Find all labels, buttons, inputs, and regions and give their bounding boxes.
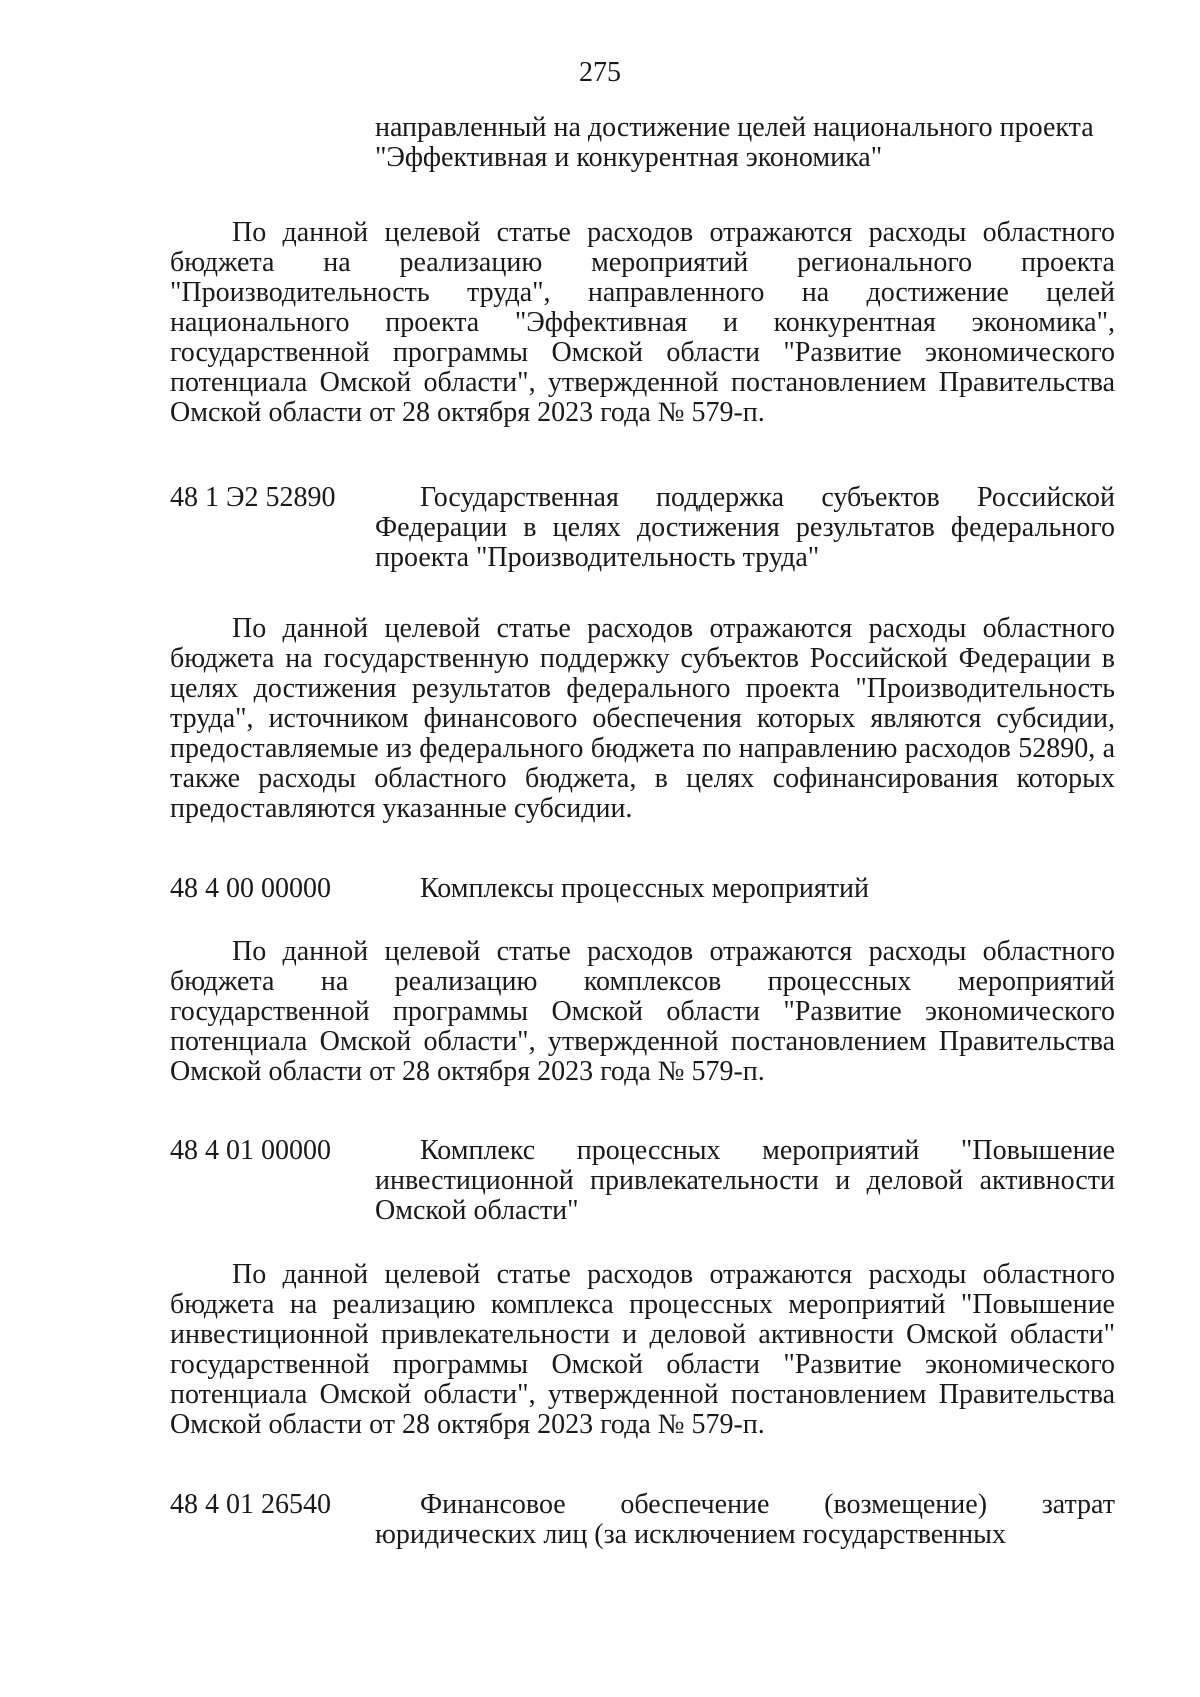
entry-code: 48 4 01 00000 (170, 1135, 331, 1166)
paragraph-1: По данной целевой статье расходов отражаются расходы областного бюджета на реализацию мероприятий регионального проекта "Производительность труда", направленного на достижение целей национального проекта "Эффективная и конкурентная экономика", государственной программы Омской области "Развитие экономического потенциала Омской области", утвержденной постановлением Правительства Омской области от 28 октября 2023 года № 579-п. (170, 217, 1115, 428)
continued-heading (375, 113, 1115, 173)
paragraph-3: По данной целевой статье расходов отражаются расходы областного бюджета на реализацию комплексов процессных мероприятий государственной программы Омской области "Развитие экономического потенциала Омской области", утвержденной постановлением Правительства Омской области от 28 октября 2023 года № 579-п. (170, 936, 1115, 1087)
heading-line-2: "Эффективная и конкурентная экономика" (375, 142, 883, 173)
entry-code: 48 4 01 26540 (170, 1489, 331, 1520)
entry-48-4-00-00000 (170, 874, 1115, 904)
paragraph-4: По данной целевой статье расходов отражаются расходы областного бюджета на реализацию комплекса процессных мероприятий "Повышение инвестиционной привлекательности и деловой активности Омской области" государственной программы Омской области "Развитие экономического потенциала Омской области", утвержденной постановлением Правительства Омской области от 28 октября 2023 года № 579-п. (170, 1259, 1115, 1440)
entry-title: Государственная поддержка субъектов Российской Федерации в целях достижения результатов федерального проекта "Производительность труда" (375, 482, 1115, 573)
entry-title: Финансовое обеспечение (возмещение) затрат юридических лиц (за исключением государственных (375, 1489, 1115, 1550)
entry-title: Комплексы процессных мероприятий (420, 873, 869, 904)
entry-code: 48 4 00 00000 (170, 873, 331, 904)
entry-48-4-01-26540 (170, 1490, 1115, 1550)
heading-line-1: направленный на достижение целей национального проекта (375, 112, 1094, 143)
entry-title: Комплекс процессных мероприятий "Повышение инвестиционной привлекательности и деловой активности Омской области" (375, 1135, 1115, 1226)
page-number: 275 (579, 57, 621, 88)
paragraph-2: По данной целевой статье расходов отражаются расходы областного бюджета на государственную поддержку субъектов Российской Федерации в целях достижения результатов федерального проекта "Производительность труда", источником финансового обеспечения которых являются субсидии, предоставляемые из федерального бюджета по направлению расходов 52890, а также расходы областного бюджета, в целях софинансирования которых предоставляются указанные субсидии. (170, 613, 1115, 824)
entry-code: 48 1 Э2 52890 (170, 482, 336, 513)
entry-48-1-E2-52890 (170, 483, 1115, 573)
entry-48-4-01-00000 (170, 1136, 1115, 1226)
